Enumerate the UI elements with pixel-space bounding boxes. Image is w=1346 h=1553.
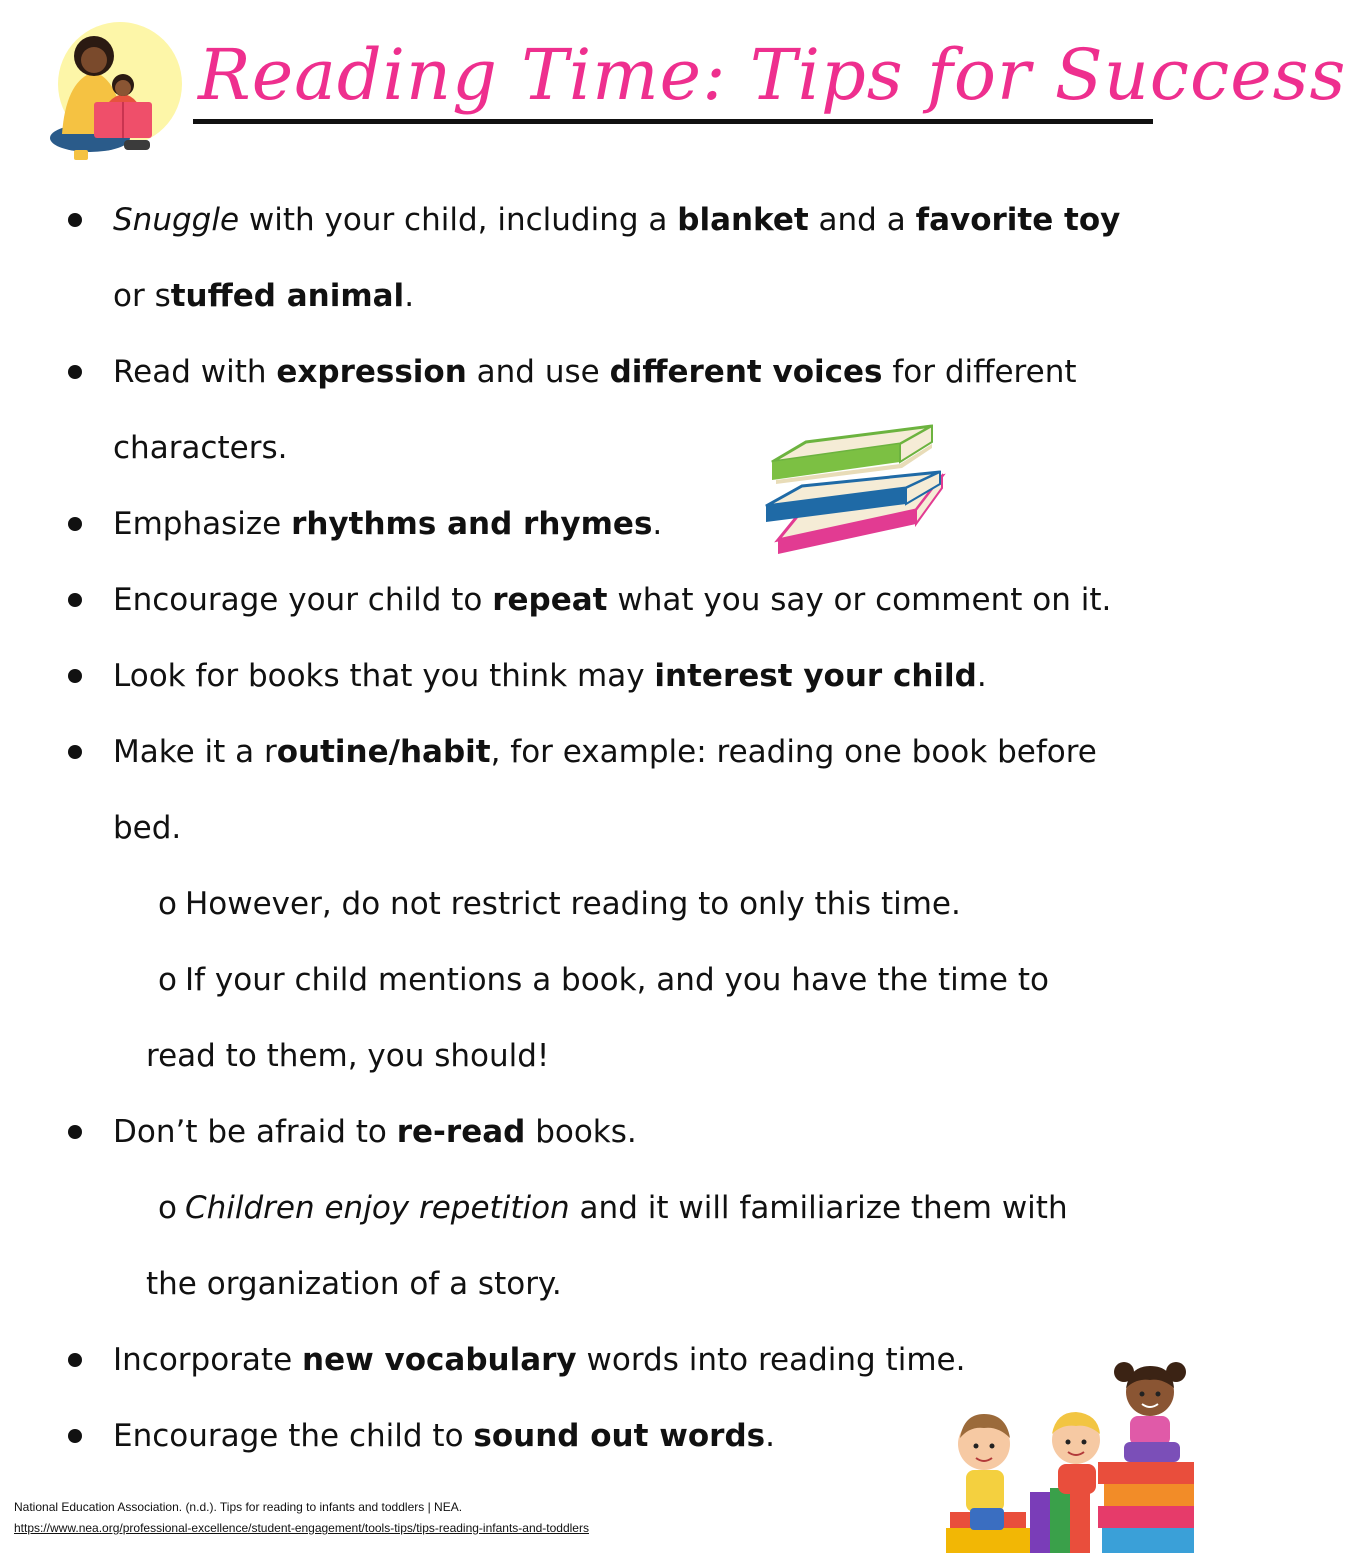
bullet-icon <box>68 669 82 683</box>
tip-line <box>113 200 1120 240</box>
text-segment: Encourage your child to <box>113 582 493 618</box>
text-segment: read to them, you should! <box>146 1038 550 1074</box>
sub-bullet-marker: o <box>158 962 177 998</box>
text-segment: words into reading time. <box>576 1342 966 1378</box>
sub-tip-line <box>146 1264 562 1304</box>
italic-text: Children enjoy repetition <box>184 1190 570 1226</box>
text-segment: Look for books that you think may <box>113 658 655 694</box>
bullet-icon <box>68 1429 82 1443</box>
emphasis-text: different voices <box>609 354 883 390</box>
page-title: Reading Time: Tips for Success <box>198 34 1346 116</box>
tip-line <box>113 428 287 468</box>
text-segment: If your child mentions a book, and you have the time to <box>184 962 1049 998</box>
sub-bullet-marker: o <box>158 1190 177 1226</box>
citation-text: National Education Association. (n.d.). Tips for reading to infants and toddlers | NEA. <box>14 1500 463 1514</box>
text-segment: , for example: reading one book before <box>490 734 1097 770</box>
emphasis-text: expression <box>276 354 467 390</box>
emphasis-text: outine/habit <box>276 734 491 770</box>
tip-line <box>113 276 414 316</box>
text-segment: Make it a r <box>113 734 277 770</box>
emphasis-text: repeat <box>492 582 608 618</box>
sub-tip-line <box>158 884 961 924</box>
emphasis-text: interest your child <box>654 658 977 694</box>
emphasis-text: favorite toy <box>915 202 1121 238</box>
tip-line <box>113 1416 775 1456</box>
sub-tip-line <box>158 1188 1068 1228</box>
text-segment: with your child, including a <box>239 202 678 238</box>
tip-line <box>113 352 1077 392</box>
text-segment: what you say or comment on it. <box>607 582 1112 618</box>
parent-reading-to-child-illustration <box>28 22 188 167</box>
text-segment: and use <box>466 354 610 390</box>
tip-line <box>113 504 662 544</box>
italic-text: Snuggle <box>113 202 240 238</box>
sub-tip-line <box>146 1036 549 1076</box>
tip-line <box>113 580 1111 620</box>
text-segment: and a <box>808 202 916 238</box>
tip-line <box>113 656 987 696</box>
text-segment: the organization of a story. <box>146 1266 562 1302</box>
text-segment: and it will familiarize them with <box>569 1190 1068 1226</box>
text-segment: Encourage the child to <box>113 1418 474 1454</box>
text-segment: books. <box>525 1114 637 1150</box>
emphasis-text: rhythms and rhymes <box>291 506 653 542</box>
citation-link[interactable]: https://www.nea.org/professional-excellence/student-engagement/tools-tips/tips-reading-infants-and-toddlers <box>14 1521 589 1535</box>
emphasis-text: blanket <box>677 202 809 238</box>
bullet-icon <box>68 517 82 531</box>
bullet-icon <box>68 593 82 607</box>
text-segment: bed. <box>113 810 182 846</box>
text-segment: for different <box>882 354 1077 390</box>
children-sitting-on-books-illustration <box>940 1342 1200 1553</box>
text-segment: . <box>765 1418 775 1454</box>
text-segment: . <box>652 506 663 542</box>
text-segment: Read with <box>113 354 277 390</box>
bullet-icon <box>68 1125 82 1139</box>
text-segment: Don’t be afraid to <box>113 1114 397 1150</box>
text-segment: . <box>976 658 987 694</box>
title-underline <box>193 119 1153 124</box>
text-segment: Incorporate <box>113 1342 303 1378</box>
bullet-icon <box>68 365 82 379</box>
text-segment: Emphasize <box>113 506 292 542</box>
emphasis-text: new vocabulary <box>302 1342 577 1378</box>
text-segment: However, do not restrict reading to only this time. <box>184 886 961 922</box>
tip-line <box>113 1340 965 1380</box>
bullet-icon <box>68 1353 82 1367</box>
emphasis-text: sound out words <box>473 1418 766 1454</box>
text-segment: . <box>404 278 415 314</box>
bullet-icon <box>68 213 82 227</box>
sub-tip-line <box>158 960 1049 1000</box>
text-segment: characters. <box>113 430 288 466</box>
stack-of-books-illustration <box>756 418 952 568</box>
sub-bullet-marker: o <box>158 886 177 922</box>
bullet-icon <box>68 745 82 759</box>
emphasis-text: re-read <box>396 1114 526 1150</box>
tip-line <box>113 808 181 848</box>
tip-line <box>113 732 1097 772</box>
tip-line <box>113 1112 637 1152</box>
emphasis-text: tuffed animal <box>170 278 405 314</box>
text-segment: or s <box>113 278 171 314</box>
